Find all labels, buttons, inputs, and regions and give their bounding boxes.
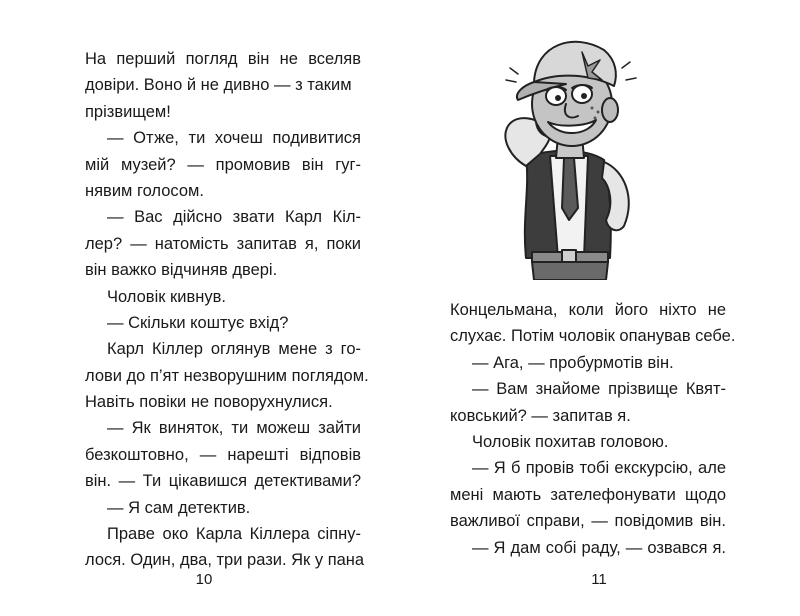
text-line: Чоловік похитав головою.	[472, 432, 669, 451]
text-line: — Вас дійсно звати Карл Кіл-	[107, 208, 361, 227]
text-line: мені мають зателефонувати щодо	[450, 485, 726, 504]
text-line: Концельмана, коли його ніхто не	[450, 301, 726, 319]
text-line: безкоштовно, — нарешті відповів	[85, 445, 361, 464]
text-line: — Вам знайоме прізвище Квят-	[472, 380, 726, 399]
text-line: він. — Ти цікавишся детективами?	[85, 472, 361, 491]
text-line: — Скільки коштує вхід?	[107, 313, 289, 332]
page-number: 11	[591, 571, 607, 588]
man-in-cap-illustration	[492, 8, 644, 280]
text-line: слухає. Потім чоловік опанував себе.	[450, 327, 736, 346]
text-line: — Я сам детектив.	[107, 498, 251, 517]
text-line: нявим голосом.	[85, 181, 204, 200]
text-line: Праве око Карла Кіллера сіпну-	[107, 525, 361, 544]
text-line: важливої справи, — повідомив він.	[450, 512, 726, 531]
text-line: лови до п’ят незворушним поглядом.	[85, 366, 369, 385]
man-figure	[505, 42, 636, 280]
right-page-text	[450, 297, 736, 561]
text-line: він важко відчиняв двері.	[85, 261, 278, 280]
text-line: — Отже, ти хочеш подивитися	[107, 129, 361, 148]
text-line: — Ага, — пробурмотів він.	[472, 353, 674, 372]
text-line: Карл Кіллер оглянув мене з го-	[107, 340, 361, 359]
right-page	[400, 0, 800, 616]
text-line: ковський? — запитав я.	[450, 406, 631, 425]
text-line: мій музей? — промовив він гуг-	[85, 155, 361, 174]
left-page-text	[85, 46, 369, 574]
text-line: довіри. Воно й не дивно — з таким	[85, 76, 352, 95]
text-line: лер? — натомість запитав я, поки	[85, 234, 361, 253]
text-line: — Я дам собі раду, — озвався я.	[472, 538, 726, 557]
text-line: прізвищем!	[85, 102, 171, 121]
text-line: — Як виняток, ти можеш зайти	[107, 419, 361, 438]
text-line: лося. Один, два, три рази. Як у пана	[85, 551, 365, 570]
text-line: — Я б провів тобі екскурсію, але	[472, 459, 726, 478]
text-line: На перший погляд він не вселяв	[85, 50, 361, 68]
text-line: Чоловік кивнув.	[107, 287, 226, 306]
text-line: Навіть повіки не поворухнулися.	[85, 393, 333, 412]
page-number: 10	[195, 571, 213, 588]
